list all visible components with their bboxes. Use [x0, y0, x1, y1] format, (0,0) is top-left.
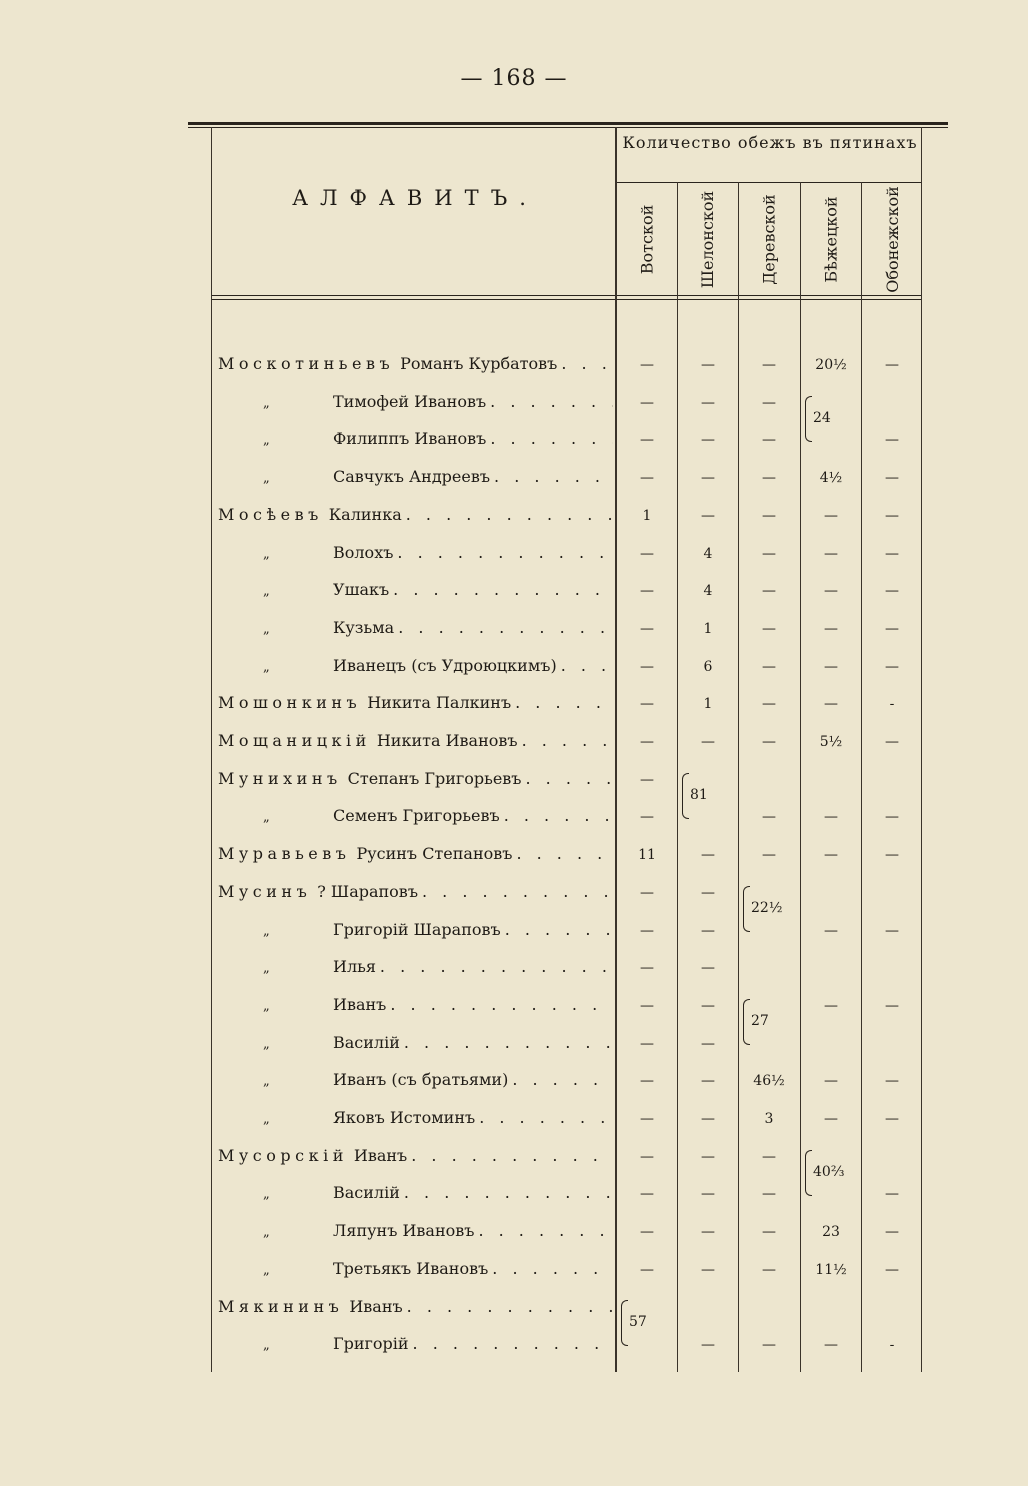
entry-name [218, 882, 613, 904]
ditto-mark: „ [263, 961, 270, 976]
table-cell: — [640, 1262, 654, 1278]
entry-given-name: Григорій Шараповъ [333, 920, 501, 939]
entry-given-name: Тимофей Ивановъ [333, 392, 487, 411]
table-cell: — [701, 1337, 715, 1353]
dot-leader [404, 1183, 613, 1202]
ditto-mark: „ [263, 660, 270, 675]
table-cell: — [885, 923, 899, 939]
table-cell: — [640, 432, 654, 448]
table-cell: — [762, 1337, 776, 1353]
entry-surname: Мякининъ [218, 1297, 344, 1316]
table-cell: — [640, 998, 654, 1014]
alphabet-header: АЛФАВИТЪ. [292, 186, 538, 210]
table-cell: — [701, 998, 715, 1014]
table-row [0, 614, 1028, 644]
table-cell: 4 [703, 583, 713, 599]
entry-name [263, 920, 613, 942]
table-cell: — [640, 772, 654, 788]
table-cell [678, 1297, 738, 1319]
table-row [0, 539, 1028, 569]
table-cell: — [701, 357, 715, 373]
table-row [0, 576, 1028, 606]
entry-name [263, 957, 613, 979]
table-cell: — [762, 1224, 776, 1240]
table-cell: — [762, 734, 776, 750]
entry-given-name: Филиппъ Ивановъ [333, 429, 487, 448]
dot-leader [397, 543, 613, 562]
table-cell: 11½ [815, 1262, 847, 1278]
table-cell: - [889, 1337, 895, 1353]
entry-given-name: Иванъ [353, 1146, 408, 1165]
ditto-mark: „ [263, 1037, 270, 1052]
ditto-mark: „ [263, 1338, 270, 1353]
table-cell: — [885, 1186, 899, 1202]
table-row [0, 501, 1028, 531]
entry-given-name: Ушакъ [333, 580, 390, 599]
table-row [0, 1330, 1028, 1360]
table-cell: — [701, 432, 715, 448]
table-cell: — [762, 621, 776, 637]
dot-leader [407, 1297, 613, 1316]
header-rule [212, 295, 922, 296]
table-cell: — [640, 659, 654, 675]
table-cell: — [762, 847, 776, 863]
table-cell: — [640, 1186, 654, 1202]
table-cell [862, 1297, 922, 1319]
table-row [0, 878, 1028, 908]
entry-given-name: Романъ Курбатовъ [400, 354, 558, 373]
entry-name [218, 505, 613, 527]
page-number: — 168 — [460, 66, 568, 91]
table-cell: — [640, 1073, 654, 1089]
table-cell: — [640, 1111, 654, 1127]
entry-name [218, 844, 613, 866]
table-row [0, 1293, 1028, 1323]
entry-given-name: Иванъ (съ братьями) [333, 1070, 509, 1089]
entry-given-name: Третьякъ Ивановъ [333, 1259, 489, 1278]
table-row [0, 1255, 1028, 1285]
table-row [0, 1104, 1028, 1134]
dot-leader [479, 1108, 613, 1127]
entry-given-name: Ляпунъ Ивановъ [333, 1221, 475, 1240]
entry-name [218, 693, 613, 715]
table-cell: — [762, 357, 776, 373]
entry-given-name: Василій [333, 1033, 400, 1052]
table-cell: — [640, 1224, 654, 1240]
table-cell [739, 957, 799, 979]
dot-leader [380, 957, 613, 976]
colhead-votskoy: Вотской [637, 204, 657, 274]
table-cell: — [824, 508, 838, 524]
table-cell: — [885, 432, 899, 448]
table-cell [801, 1033, 861, 1055]
entry-name [263, 1334, 613, 1356]
table-row [0, 425, 1028, 455]
entry-surname: Мусинъ [218, 882, 312, 901]
table-cell [862, 392, 922, 414]
table-cell: — [824, 1337, 838, 1353]
entry-given-name: Калинка [328, 505, 402, 524]
table-cell [862, 957, 922, 979]
entry-name [263, 1070, 613, 1092]
table-cell: — [885, 847, 899, 863]
brace-total: 57 [629, 1314, 647, 1330]
table-cell: — [824, 659, 838, 675]
table-row [0, 953, 1028, 983]
dot-leader [393, 580, 613, 599]
entry-name [263, 543, 613, 565]
table-cell [739, 769, 799, 791]
entry-name [218, 1297, 613, 1319]
table-cell: — [824, 998, 838, 1014]
table-cell: — [824, 696, 838, 712]
entry-name [263, 656, 613, 678]
entry-name [218, 1146, 613, 1168]
ditto-mark: „ [263, 810, 270, 825]
dot-leader [522, 731, 613, 750]
entry-given-name: ? Шараповъ [317, 882, 418, 901]
table-cell: — [701, 508, 715, 524]
entry-surname: Мощаницкій [218, 731, 371, 750]
table-row [0, 689, 1028, 719]
dot-leader [561, 354, 613, 373]
table-cell: — [640, 734, 654, 750]
ditto-mark: „ [263, 999, 270, 1014]
dot-leader [515, 693, 613, 712]
entry-name [263, 1183, 613, 1205]
table-row [0, 840, 1028, 870]
dot-leader [492, 1259, 613, 1278]
table-cell: — [885, 583, 899, 599]
table-cell: — [885, 998, 899, 1014]
table-row [0, 1066, 1028, 1096]
entry-surname: Мусорскій [218, 1146, 348, 1165]
dot-leader [561, 656, 613, 675]
table-cell: — [762, 395, 776, 411]
entry-given-name: Василій [333, 1183, 400, 1202]
dot-leader [494, 467, 613, 486]
table-cell: 1 [703, 621, 713, 637]
ditto-mark: „ [263, 433, 270, 448]
entry-name [263, 1108, 613, 1130]
table-cell: 1 [642, 508, 652, 524]
table-cell: 46½ [753, 1073, 785, 1089]
table-cell: — [885, 1073, 899, 1089]
ditto-mark: „ [263, 547, 270, 562]
table-cell: — [640, 923, 654, 939]
table-cell: — [701, 923, 715, 939]
entry-given-name: Яковъ Истоминъ [333, 1108, 476, 1127]
ditto-mark: „ [263, 924, 270, 939]
dot-leader [398, 618, 613, 637]
table-cell: — [762, 696, 776, 712]
table-cell: — [701, 395, 715, 411]
table-cell: — [885, 357, 899, 373]
dot-leader [406, 505, 613, 524]
table-row [0, 916, 1028, 946]
brace-total: 27 [751, 1013, 769, 1029]
table-cell: — [885, 508, 899, 524]
entry-given-name: Степанъ Григорьевъ [347, 769, 522, 788]
dot-leader [512, 1070, 613, 1089]
table-cell: — [824, 847, 838, 863]
brace-total: 24 [813, 410, 831, 426]
entry-name [263, 1259, 613, 1281]
table-cell [801, 769, 861, 791]
table-cell: — [640, 583, 654, 599]
table-cell: — [640, 357, 654, 373]
dot-leader [516, 844, 613, 863]
table-cell: — [885, 470, 899, 486]
colhead-obonezhskoy: Обонежской [882, 185, 902, 293]
brace-total: 40⅔ [813, 1164, 845, 1180]
table-cell: 3 [764, 1111, 774, 1127]
table-cell: — [885, 546, 899, 562]
table-cell: — [762, 809, 776, 825]
table-row [0, 350, 1028, 380]
entry-name [263, 618, 613, 640]
table-cell: — [762, 1262, 776, 1278]
table-cell: 11 [638, 847, 656, 863]
table-cell: — [701, 1262, 715, 1278]
table-cell: — [701, 1111, 715, 1127]
table-cell [862, 769, 922, 791]
entry-name [263, 429, 613, 451]
dot-leader [525, 769, 613, 788]
table-cell: — [640, 696, 654, 712]
table-cell: — [701, 960, 715, 976]
ditto-mark: „ [263, 622, 270, 637]
table-cell: 1 [703, 696, 713, 712]
dot-leader [390, 995, 613, 1014]
table-cell: — [640, 809, 654, 825]
table-cell: — [701, 1036, 715, 1052]
entry-given-name: Никита Палкинъ [367, 693, 512, 712]
dot-leader [404, 1033, 613, 1052]
entry-name [218, 354, 613, 376]
table-row [0, 991, 1028, 1021]
entry-given-name: Иванъ [349, 1297, 403, 1316]
entry-given-name: Никита Ивановъ [376, 731, 518, 750]
entry-surname: Мошонкинъ [218, 693, 362, 712]
brace-total: 81 [690, 787, 708, 803]
entry-given-name: Григорій [333, 1334, 409, 1353]
entry-given-name: Семенъ Григорьевъ [333, 806, 500, 825]
table-cell: — [885, 809, 899, 825]
brace-total: 22½ [751, 900, 783, 916]
table-cell: 20½ [815, 357, 847, 373]
entry-surname: Москотиньевъ [218, 354, 395, 373]
ditto-mark: „ [263, 1187, 270, 1202]
table-cell: — [824, 546, 838, 562]
table-cell: — [885, 734, 899, 750]
dot-leader [504, 806, 613, 825]
dot-leader [413, 1334, 613, 1353]
entry-surname: Мосѣевъ [218, 505, 323, 524]
dot-leader [505, 920, 613, 939]
table-row [0, 1029, 1028, 1059]
table-cell: — [762, 470, 776, 486]
table-cell: 4½ [819, 470, 843, 486]
entry-given-name: Иванъ [333, 995, 387, 1014]
entry-name [263, 467, 613, 489]
table-cell: — [885, 1224, 899, 1240]
entry-given-name: Илья [333, 957, 376, 976]
table-cell: 4 [703, 546, 713, 562]
dot-leader [490, 392, 613, 411]
table-cell [801, 957, 861, 979]
table-row [0, 765, 1028, 795]
table-cell: — [701, 885, 715, 901]
table-row [0, 1179, 1028, 1209]
ditto-mark: „ [263, 1112, 270, 1127]
table-cell: — [701, 1224, 715, 1240]
table-cell: — [824, 809, 838, 825]
table-cell: — [762, 1149, 776, 1165]
table-cell: — [701, 1073, 715, 1089]
table-cell: — [762, 1186, 776, 1202]
group-header: Количество обежъ въ пятинахъ [622, 133, 918, 152]
table-cell: — [701, 1149, 715, 1165]
table-cell: — [824, 923, 838, 939]
table-row [0, 727, 1028, 757]
table-cell: — [885, 621, 899, 637]
table-cell [862, 1033, 922, 1055]
table-cell: — [762, 659, 776, 675]
ditto-mark: „ [263, 1074, 270, 1089]
table-cell: — [701, 847, 715, 863]
table-cell: 5½ [819, 734, 843, 750]
ditto-mark: „ [263, 1263, 270, 1278]
table-cell: — [701, 1186, 715, 1202]
table-row [0, 1142, 1028, 1172]
entry-name [263, 995, 613, 1017]
dot-leader [490, 429, 613, 448]
table-cell: — [824, 583, 838, 599]
entry-name [218, 769, 613, 791]
entry-name [218, 731, 613, 753]
table-cell [801, 1297, 861, 1319]
table-cell: — [762, 583, 776, 599]
entry-surname: Мунихинъ [218, 769, 342, 788]
table-cell: — [762, 508, 776, 524]
entry-name [263, 1033, 613, 1055]
table-cell: — [701, 734, 715, 750]
table-cell: — [824, 1111, 838, 1127]
table-cell: — [824, 621, 838, 637]
dot-leader [478, 1221, 613, 1240]
top-rule-thin [188, 127, 948, 128]
entry-given-name: Иванецъ (съ Удроюцкимъ) [333, 656, 557, 675]
table-cell: — [640, 960, 654, 976]
table-cell [862, 1146, 922, 1168]
ditto-mark: „ [263, 396, 270, 411]
table-cell: — [640, 1036, 654, 1052]
colhead-shelonskoy: Шелонской [698, 190, 718, 288]
entry-name [263, 392, 613, 414]
table-cell: — [640, 395, 654, 411]
table-row [0, 388, 1028, 418]
dot-leader [411, 1146, 613, 1165]
table-row [0, 652, 1028, 682]
table-cell: — [640, 470, 654, 486]
table-cell: — [885, 1111, 899, 1127]
ditto-mark: „ [263, 584, 270, 599]
ditto-mark: „ [263, 471, 270, 486]
table-cell: — [824, 1073, 838, 1089]
table-cell [801, 882, 861, 904]
table-cell: 6 [703, 659, 713, 675]
colhead-bezhetskoy: Бѣжецкой [821, 195, 841, 283]
entry-given-name: Русинъ Степановъ [356, 844, 513, 863]
entry-given-name: Волохъ [333, 543, 394, 562]
table-cell: — [640, 621, 654, 637]
table-row [0, 802, 1028, 832]
table-cell: — [762, 546, 776, 562]
table-cell: — [640, 1149, 654, 1165]
dot-leader [422, 882, 613, 901]
ditto-mark: „ [263, 1225, 270, 1240]
table-cell: — [701, 470, 715, 486]
table-cell: — [640, 546, 654, 562]
colhead-derevskoy: Деревской [759, 193, 779, 285]
table-cell: — [885, 1262, 899, 1278]
table-row [0, 463, 1028, 493]
table-cell: 23 [822, 1224, 840, 1240]
entry-name [263, 580, 613, 602]
top-rule [188, 122, 948, 125]
table-cell: - [889, 696, 895, 712]
entry-name [263, 1221, 613, 1243]
entry-given-name: Савчукъ Андреевъ [333, 467, 491, 486]
table-cell [739, 1297, 799, 1319]
table-cell: — [762, 432, 776, 448]
entry-given-name: Кузьма [333, 618, 395, 637]
table-cell: — [885, 659, 899, 675]
table-cell [862, 882, 922, 904]
table-row [0, 1217, 1028, 1247]
group-rule [616, 182, 922, 183]
header-rule-2 [212, 299, 922, 300]
table-cell: — [640, 885, 654, 901]
entry-surname: Муравьевъ [218, 844, 351, 863]
entry-name [263, 806, 613, 828]
